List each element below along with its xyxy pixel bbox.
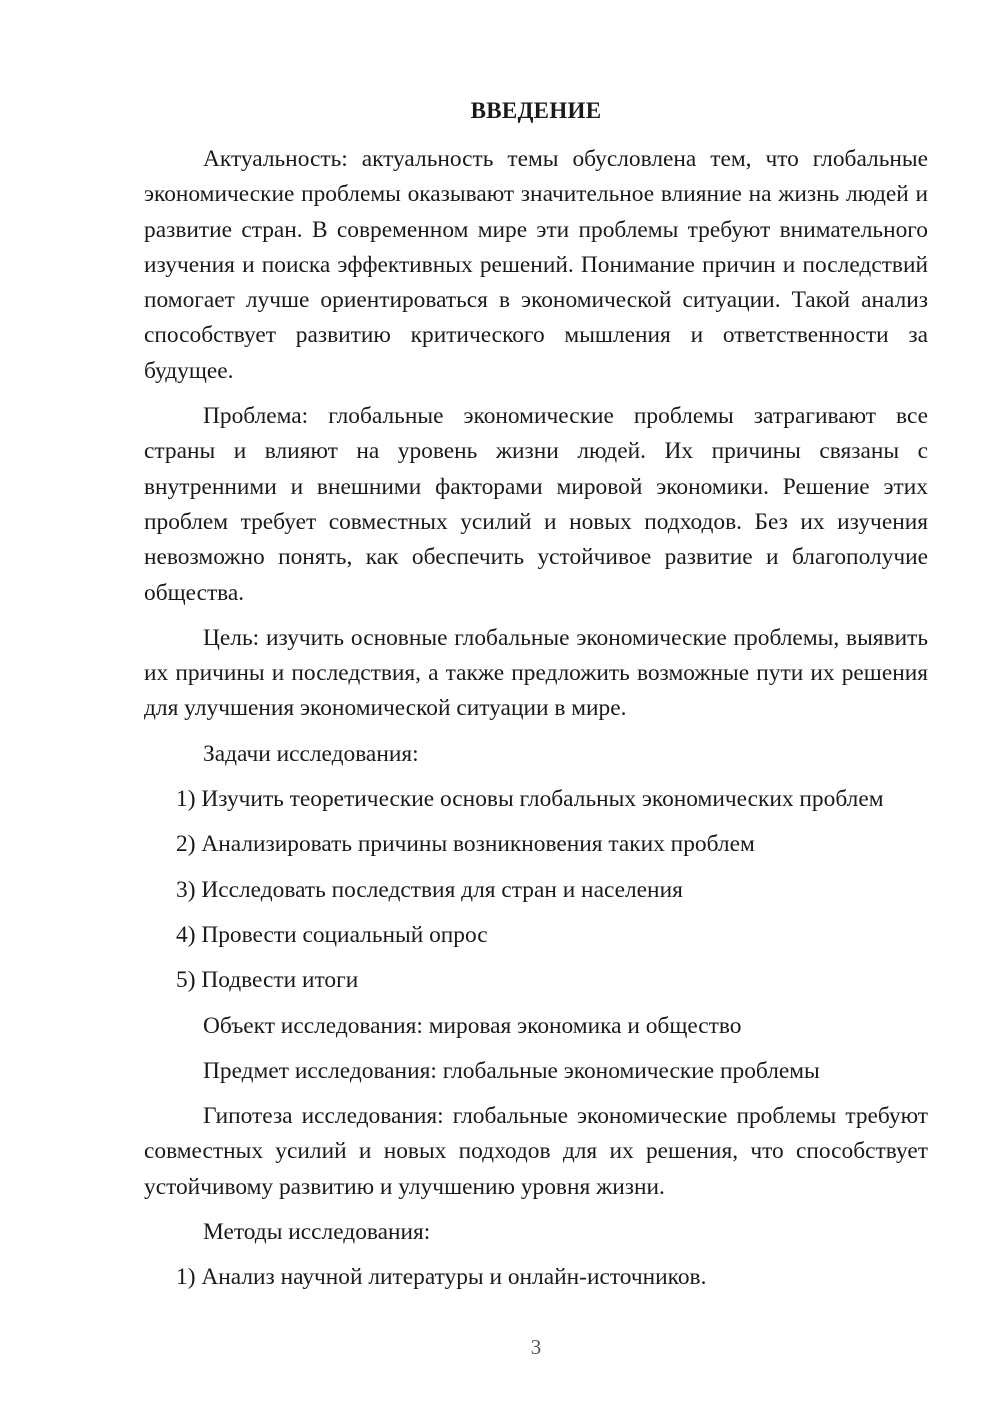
task-item-5: 5) Подвести итоги — [176, 967, 359, 994]
methods-heading: Методы исследования: — [203, 1219, 431, 1246]
page-title: ВВЕДЕНИЕ — [470, 98, 602, 123]
tasks-list — [144, 782, 928, 998]
object-paragraph: Объект исследования: мировая экономика и общество — [203, 1012, 742, 1039]
relevance-paragraph: Актуальность: актуальность темы обусловлена тем, что глобальные экономические проблемы оказывают значительное влияние на жизнь людей и развитие стран. В современном мире эти проблемы требуют внимательного изучения и поиска эффективных решений. Понимание причин и последствий помогает лучше ориентироваться в экономической ситуации. Такой анализ способствует развитию критического мышления и ответственности за будущее. — [144, 146, 928, 384]
task-item-2: 2) Анализировать причины возникновения таких проблем — [176, 831, 755, 858]
document-body — [144, 142, 928, 1306]
methods-list — [144, 1260, 928, 1295]
task-item-4: 4) Провести социальный опрос — [176, 921, 488, 948]
method-item-1: 1) Анализ научной литературы и онлайн-источников. — [176, 1264, 707, 1291]
task-item-1: 1) Изучить теоретические основы глобальных экономических проблем — [176, 786, 884, 813]
goal-paragraph: Цель: изучить основные глобальные экономические проблемы, выявить их причины и последствия, а также предложить возможные пути их решения для улучшения экономической ситуации в мире. — [144, 624, 928, 722]
tasks-heading: Задачи исследования: — [203, 740, 419, 767]
page-number: 3 — [530, 1335, 542, 1359]
problem-paragraph: Проблема: глобальные экономические проблемы затрагивают все страны и влияют на уровень жизни людей. Их причины связаны с внутренними и внешними факторами мировой экономики. Решение этих проблем требует совместных усилий и новых подходов. Без их изучения невозможно понять, как обеспечить устойчивое развитие и благополучие общества. — [144, 403, 928, 606]
hypothesis-paragraph: Гипотеза исследования: глобальные экономические проблемы требуют совместных усилий и новых подходов для их решения, что способствует устойчивому развитию и улучшению уровня жизни. — [144, 1103, 928, 1200]
subject-paragraph: Предмет исследования: глобальные экономические проблемы — [203, 1057, 820, 1084]
task-item-3: 3) Исследовать последствия для стран и населения — [176, 876, 683, 903]
